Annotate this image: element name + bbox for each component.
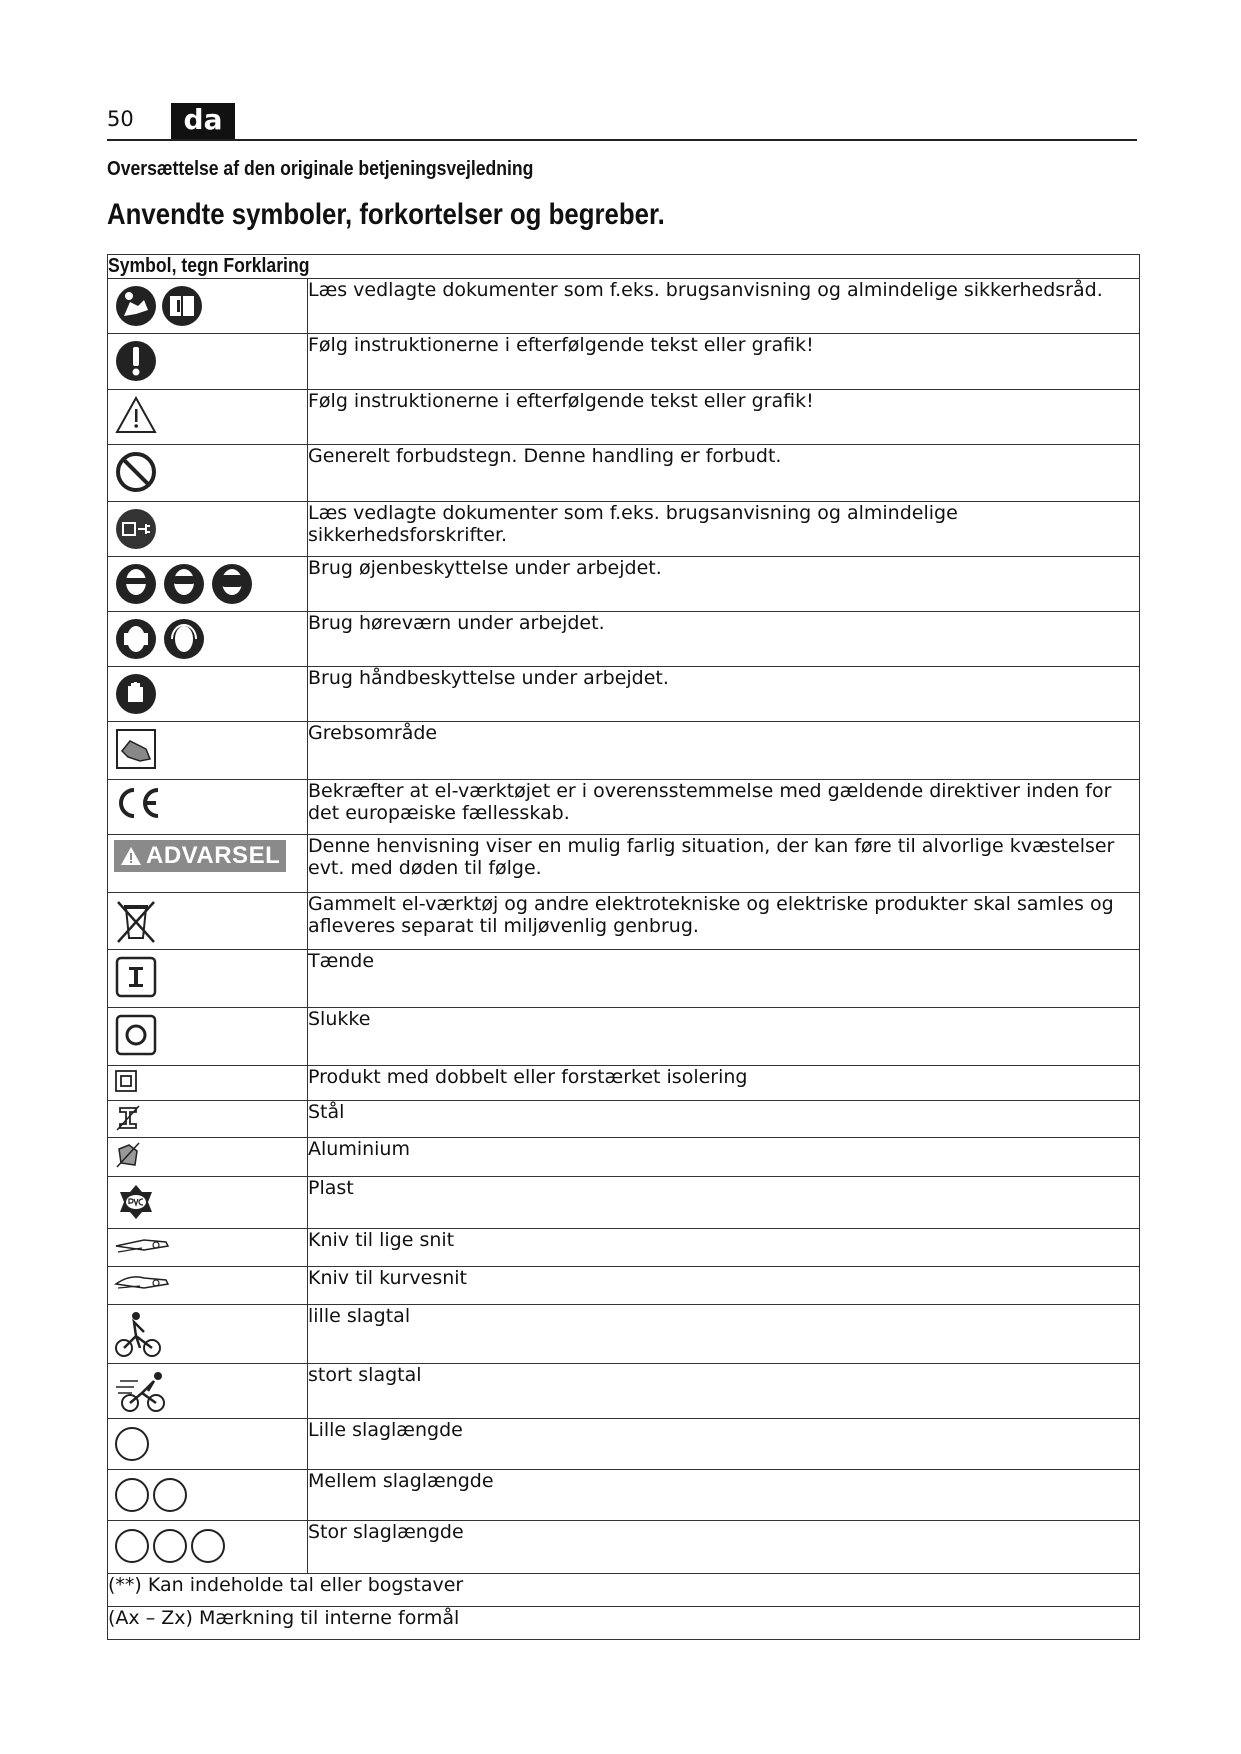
row-text: Denne henvisning viser en mulig farlig situation, der kan føre til alvorlige kvæstelser evt. med døden til følge. <box>308 835 1140 893</box>
row-text: Slukke <box>308 1008 1140 1066</box>
table-row <box>108 722 1140 780</box>
read-manual-icon <box>114 284 206 328</box>
table-row <box>108 1008 1140 1066</box>
table-row <box>108 1364 1140 1419</box>
column-header: Symbol, tegn Forklaring <box>108 255 310 277</box>
table-row <box>108 334 1140 390</box>
ce-mark-icon <box>114 785 162 821</box>
footnote-text: (Ax – Zx) Mærkning til interne formål <box>108 1607 1140 1640</box>
row-text: Brug håndbeskyttelse under arbejdet. <box>308 667 1140 722</box>
row-text: Generelt forbudstegn. Denne handling er forbudt. <box>308 445 1140 502</box>
table-row <box>108 279 1140 334</box>
row-text: Følg instruktionerne i efterfølgende tekst eller grafik! <box>308 390 1140 445</box>
row-text: Kniv til kurvesnit <box>308 1267 1140 1305</box>
document-subtitle: Oversættelse af den originale betjeningsvejledning <box>107 158 534 180</box>
row-text: Lille slaglængde <box>308 1419 1140 1470</box>
table-row <box>108 1419 1140 1470</box>
table-row <box>108 893 1140 950</box>
row-text: Tænde <box>308 950 1140 1008</box>
row-text: Læs vedlagte dokumenter som f.eks. brugsanvisning og almindelige sikkerhedsråd. <box>308 279 1140 334</box>
one-circle-icon <box>114 1424 154 1464</box>
row-text: Følg instruktionerne i efterfølgende tekst eller grafik! <box>308 334 1140 390</box>
warning-triangle-icon <box>120 846 142 866</box>
row-text: Brug øjenbeskyttelse under arbejdet. <box>308 557 1140 612</box>
table-row <box>108 1138 1140 1177</box>
row-text: Gammelt el-værktøj og andre elektrotekniske og elektriske produkter skal samles og afleveres separat til miljøvenlig genbrug. <box>308 893 1140 950</box>
row-text: Plast <box>308 1177 1140 1229</box>
row-text: Læs vedlagte dokumenter som f.eks. brugsanvisning og almindelige sikkerhedsforskrifter. <box>308 502 1140 557</box>
row-text: Stål <box>308 1101 1140 1138</box>
aluminium-icon <box>114 1141 142 1169</box>
steel-icon <box>114 1104 142 1132</box>
table-row <box>108 950 1140 1008</box>
table-row <box>108 1229 1140 1267</box>
power-on-icon <box>114 955 158 999</box>
table-row <box>108 780 1140 835</box>
three-circles-icon <box>114 1526 228 1566</box>
table-row <box>108 1470 1140 1521</box>
page-header <box>107 103 1137 141</box>
weee-bin-icon <box>114 898 158 944</box>
table-row <box>108 557 1140 612</box>
table-row <box>108 1521 1140 1574</box>
row-text: lille slagtal <box>308 1305 1140 1364</box>
eye-protection-icon <box>114 562 254 606</box>
curve-blade-icon <box>114 1270 170 1294</box>
row-text: Produkt med dobbelt eller forstærket isolering <box>308 1066 1140 1101</box>
unplug-icon <box>114 507 158 551</box>
two-circles-icon <box>114 1475 190 1515</box>
table-row <box>108 667 1140 722</box>
symbols-table <box>107 254 1140 1640</box>
row-text: Kniv til lige snit <box>308 1229 1140 1267</box>
prohibition-icon <box>114 450 158 494</box>
table-row <box>108 1177 1140 1229</box>
language-badge: da <box>171 103 235 139</box>
advarsel-icon <box>114 840 286 872</box>
plastic-pvc-icon <box>114 1182 158 1222</box>
straight-blade-icon <box>114 1232 170 1256</box>
slow-cyclist-icon <box>114 1310 162 1358</box>
hand-protection-icon <box>114 672 158 716</box>
footnote-row <box>108 1607 1140 1640</box>
exclamation-icon <box>114 339 158 383</box>
table-row <box>108 1066 1140 1101</box>
table-row <box>108 835 1140 893</box>
table-row <box>108 612 1140 667</box>
fast-cyclist-icon <box>114 1369 170 1413</box>
page-number: 50 <box>107 107 134 131</box>
table-row <box>108 1101 1140 1138</box>
advarsel-label: ADVARSEL <box>146 842 281 869</box>
row-text: Bekræfter at el-værktøjet er i overensstemmelse med gældende direktiver inden for det europæiske fællesskab. <box>308 780 1140 835</box>
row-text: Grebsområde <box>308 722 1140 780</box>
grip-area-icon <box>114 727 158 771</box>
power-off-icon <box>114 1013 158 1057</box>
table-row <box>108 1267 1140 1305</box>
table-row <box>108 445 1140 502</box>
footnote-row <box>108 1574 1140 1607</box>
table-row <box>108 502 1140 557</box>
table-header-row <box>108 255 1140 279</box>
double-insulation-icon <box>114 1069 138 1093</box>
row-text: Aluminium <box>308 1138 1140 1177</box>
table-row <box>108 390 1140 445</box>
row-text: Stor slaglængde <box>308 1521 1140 1574</box>
row-text: Brug høreværn under arbejdet. <box>308 612 1140 667</box>
table-row <box>108 1305 1140 1364</box>
warning-triangle-icon <box>114 395 158 435</box>
ear-protection-icon <box>114 617 208 661</box>
row-text: stort slagtal <box>308 1364 1140 1419</box>
row-text: Mellem slaglængde <box>308 1470 1140 1521</box>
footnote-text: (**) Kan indeholde tal eller bogstaver <box>108 1574 1140 1607</box>
section-title: Anvendte symboler, forkortelser og begreber. <box>107 198 665 231</box>
